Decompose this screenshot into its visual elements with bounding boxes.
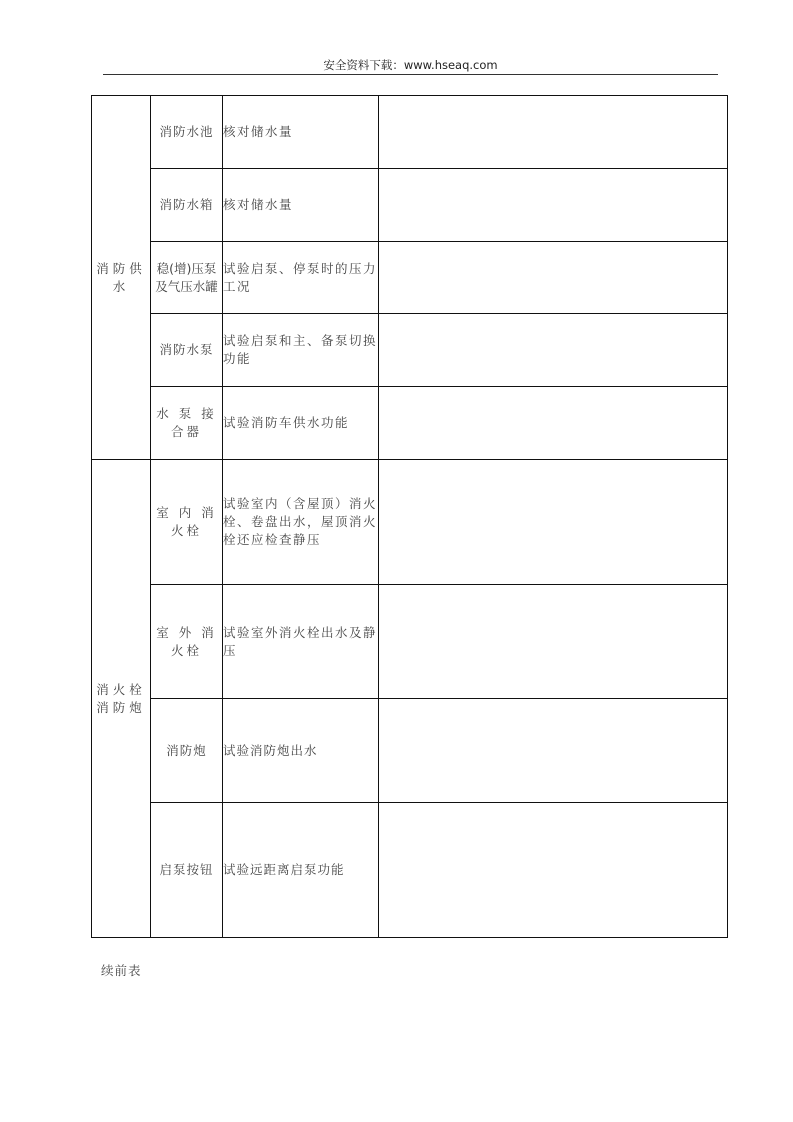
result-cell[interactable] xyxy=(379,96,728,169)
task-cell: 试验室内（含屋顶）消火栓、卷盘出水，屋顶消火栓还应检查静压 xyxy=(223,460,379,585)
table-row xyxy=(92,169,728,242)
table-row xyxy=(92,803,728,938)
table-row xyxy=(92,242,728,314)
task-cell: 核对储水量 xyxy=(223,96,379,169)
task-cell: 试验室外消火栓出水及静压 xyxy=(223,585,379,699)
item-cell: 消防水池 xyxy=(151,96,223,169)
result-cell[interactable] xyxy=(379,314,728,387)
item-cell: 室 外 消火栓 xyxy=(151,585,223,699)
result-cell[interactable] xyxy=(379,242,728,314)
item-cell: 消防炮 xyxy=(151,699,223,803)
inspection-table xyxy=(91,95,728,938)
task-cell: 试验远距离启泵功能 xyxy=(223,803,379,938)
item-cell: 消防水箱 xyxy=(151,169,223,242)
item-cell: 室 内 消火栓 xyxy=(151,460,223,585)
task-cell: 试验启泵、停泵时的压力工况 xyxy=(223,242,379,314)
result-cell[interactable] xyxy=(379,585,728,699)
task-cell: 试验启泵和主、备泵切换功能 xyxy=(223,314,379,387)
task-cell: 核对储水量 xyxy=(223,169,379,242)
table-row xyxy=(92,314,728,387)
header-rule xyxy=(103,74,718,75)
task-cell: 试验消防炮出水 xyxy=(223,699,379,803)
result-cell[interactable] xyxy=(379,169,728,242)
page-header: 安全资料下载：www.hseaq.com xyxy=(323,58,498,72)
item-cell: 水 泵 接合器 xyxy=(151,387,223,460)
result-cell[interactable] xyxy=(379,387,728,460)
category-cell: 消火栓消防炮 xyxy=(92,460,151,938)
result-cell[interactable] xyxy=(379,803,728,938)
table-row xyxy=(92,699,728,803)
result-cell[interactable] xyxy=(379,460,728,585)
result-cell[interactable] xyxy=(379,699,728,803)
item-cell: 启泵按钮 xyxy=(151,803,223,938)
continued-note: 续前表 xyxy=(101,963,142,978)
task-cell: 试验消防车供水功能 xyxy=(223,387,379,460)
table-row xyxy=(92,96,728,169)
item-cell: 稳(增)压泵及气压水罐 xyxy=(151,242,223,314)
table-row xyxy=(92,585,728,699)
table-row xyxy=(92,460,728,585)
category-cell: 消防供水 xyxy=(92,96,151,460)
table-row xyxy=(92,387,728,460)
item-cell: 消防水泵 xyxy=(151,314,223,387)
